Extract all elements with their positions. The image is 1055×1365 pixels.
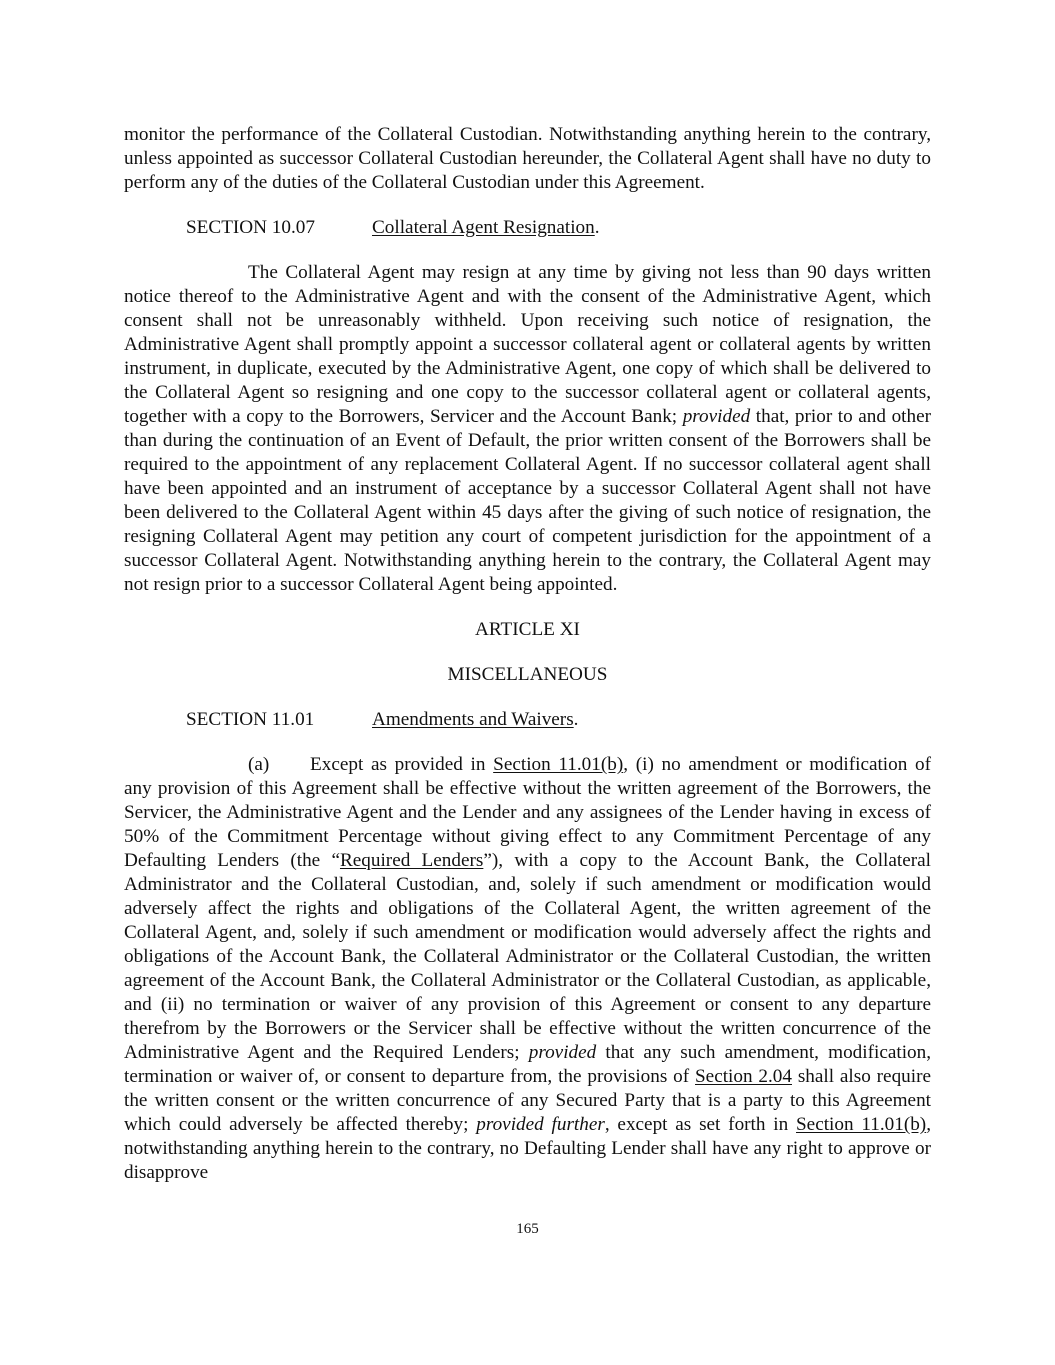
text-run: The Collateral Agent may resign at any time by giving not less than 90 days written notice thereof to the Administrative Agent and with the consent of the Administrative Agent, which consent shall not be unreasonably withheld. Upon receiving such notice of resignation, the Administrative Agent shall promptly appoint a successor collateral agent or collateral agents by written instrument, in duplicate, executed by the Administrative Agent, one copy of which shall be delivered to the Collateral Agent so resigning and one copy to the successor collateral agent or collateral agents, together with a copy to the Borrowers, Servicer and the Account Bank; [124, 262, 931, 427]
section-number: SECTION 11.01 [186, 709, 315, 730]
section-10-07-heading [124, 216, 931, 240]
text-run: that, prior to and other than during the continuation of an Event of Default, the prior written consent of the Borrowers shall be required to the appointment of any replacement Collateral Agent. If no successor collateral agent shall have been appointed and an instrument of acceptance by a successor Collateral Agent shall not have been delivered to the Collateral Agent within 45 days after the giving of such notice of resignation, the resigning Collateral Agent may petition any court of competent jurisdiction for the appointment of a successor Collateral Agent. Notwithstanding anything herein to the contrary, the Collateral Agent may not resign prior to a successor Collateral Agent being appointed. [124, 406, 931, 595]
section-title: Collateral Agent Resignation [372, 217, 595, 238]
section-reference: Section 2.04 [695, 1066, 792, 1087]
italic-term: provided [682, 406, 751, 427]
collateral-agent-resignation-paragraph [124, 261, 931, 597]
italic-term: provided further [476, 1114, 605, 1135]
section-title-period: . [594, 217, 600, 238]
text-run: that any such amendment, modification, termination or waiver of, or consent to departure from, the provisions of [124, 1042, 932, 1087]
section-number: SECTION 10.07 [186, 217, 315, 238]
text-run: , (i) no amendment or modification of any provision of this Agreement shall be effective without the written agreement of the Borrowers, the Servicer, the Administrative Agent and the Lender and any assignees of the Lender having in excess of 50% of the Commitment Percentage without giving effect to any Commitment Percentage of any Defaulting Lenders (the “ [124, 754, 931, 871]
text-run: , notwithstanding anything herein to the contrary, no Defaulting Lender shall have any right to approve or disapprove [124, 1114, 931, 1183]
italic-term: provided [528, 1042, 597, 1063]
article-number: ARTICLE XI [475, 619, 580, 640]
section-reference: Section 11.01(b) [493, 754, 624, 775]
article-title: MISCELLANEOUS [447, 664, 608, 685]
text-run: Except as provided in [310, 754, 494, 775]
text-run: , except as set forth in [604, 1114, 797, 1135]
section-title-period: . [573, 709, 579, 730]
defined-term: Required Lenders [339, 850, 484, 871]
amendments-paragraph-a [124, 753, 931, 1185]
section-reference: Section 11.01(b) [796, 1114, 927, 1135]
section-title: Amendments and Waivers [372, 709, 574, 730]
page-number: 165 [516, 1221, 539, 1237]
continuation-paragraph: monitor the performance of the Collateral Custodian. Notwithstanding anything herein to the contrary, unless appointed as successor Collateral Custodian hereunder, the Collateral Agent shall have no duty to perform any of the duties of the Collateral Custodian under this Agreement. [124, 124, 931, 193]
text-run: ”), with a copy to the Account Bank, the Collateral Administrator and the Collateral Custodian, and, solely if such amendment or modification would adversely affect the rights and obligations of the Collateral Agent, the written agreement of the Collateral Agent, and, solely if such amendment or modification would adversely affect the rights and obligations of the Account Bank, the Collateral Administrator or the Collateral Custodian, the written agreement of the Account Bank, the Collateral Administrator or the Collateral Custodian, as applicable, and (ii) no termination or waiver of any provision of this Agreement or consent to any departure therefrom by the Borrowers or the Servicer shall be effective without the written concurrence of the Administrative Agent and the Required Lenders; [124, 850, 931, 1063]
text-run: shall also require the written consent or the written concurrence of any Secured Party that is a party to this Agreement which could adversely be affected thereby; [124, 1066, 931, 1135]
document-page [124, 123, 931, 1185]
section-11-01-heading [124, 708, 931, 732]
subparagraph-label: (a) [248, 754, 270, 775]
